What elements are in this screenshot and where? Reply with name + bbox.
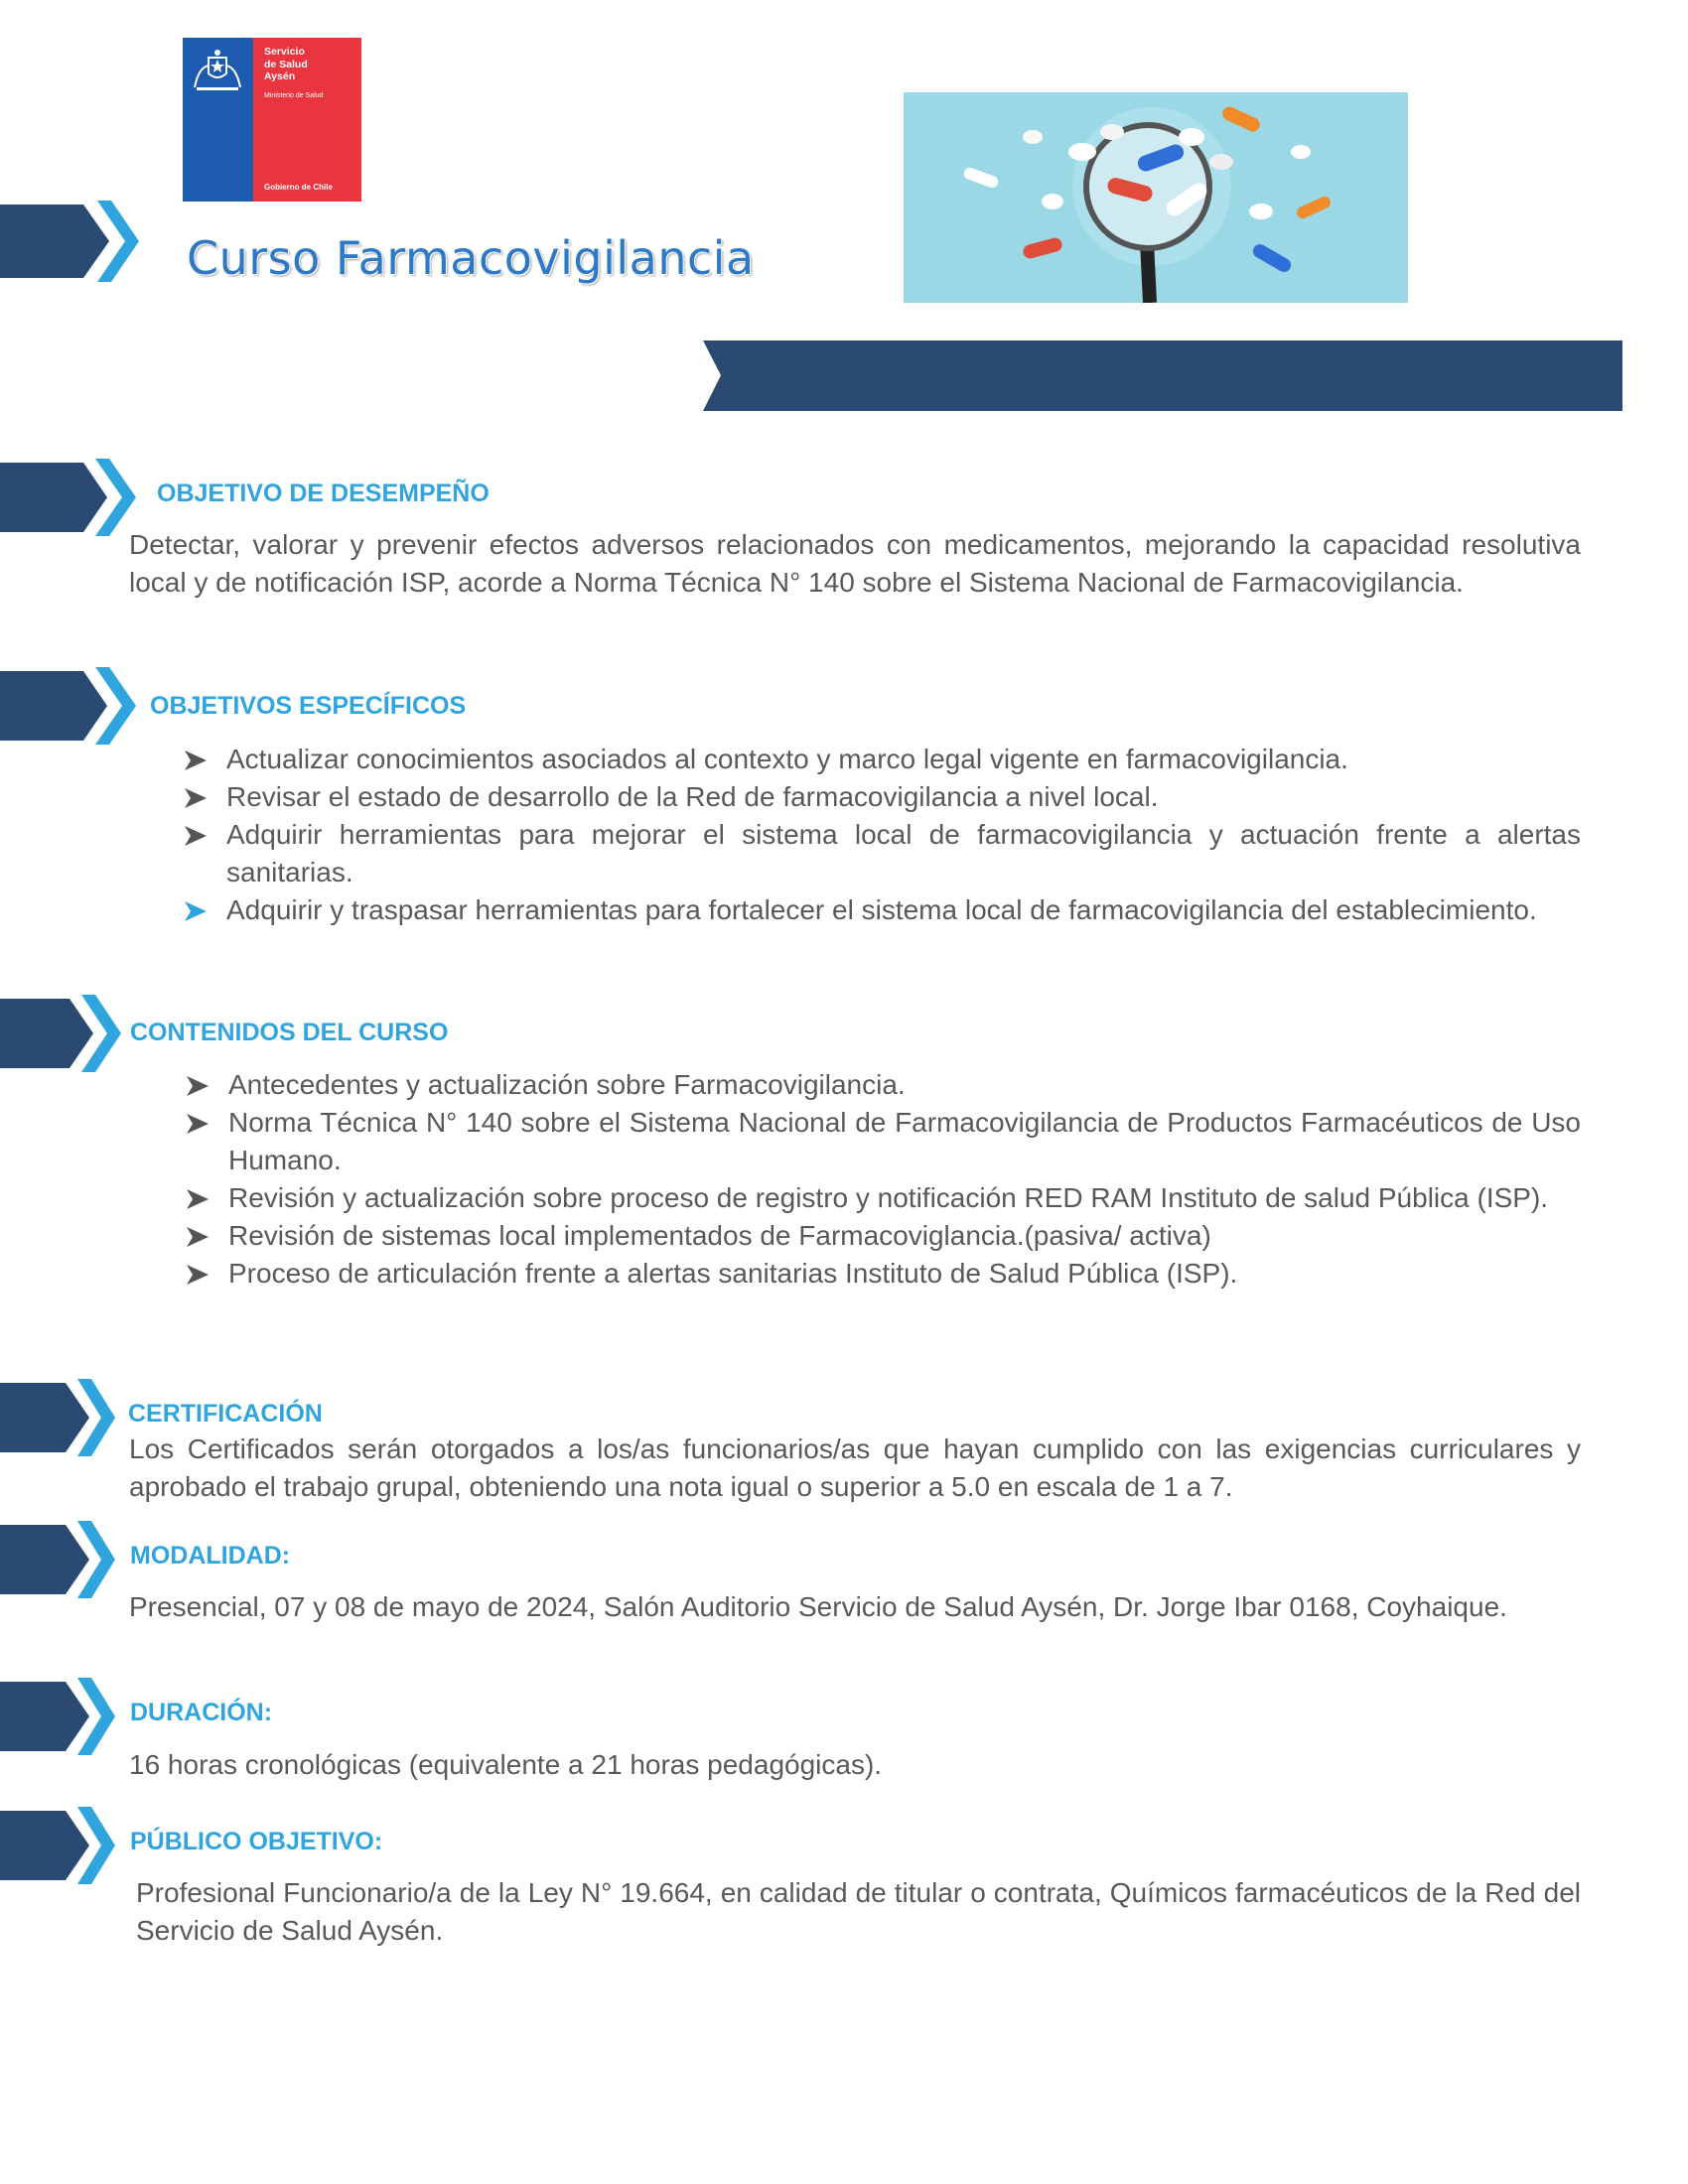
arrow-bullet-icon bbox=[185, 826, 207, 846]
logo-org-line2: de Salud bbox=[264, 58, 308, 70]
contenidos-item-text: Proceso de articulación frente a alertas sanitarias Instituto de Salud Pública (ISP). bbox=[228, 1258, 1238, 1289]
arrow-bullet-icon bbox=[187, 1114, 209, 1134]
logo-ministry: Ministerio de Salud bbox=[264, 92, 324, 99]
duracion-chevron-icon bbox=[0, 1678, 117, 1755]
arrow-bullet-icon bbox=[187, 1265, 209, 1285]
contenidos-chevron-icon bbox=[0, 995, 123, 1072]
logo-blue-panel bbox=[183, 38, 253, 202]
course-title: Curso Farmacovigilancia bbox=[187, 231, 755, 285]
arrow-bullet-icon bbox=[185, 788, 207, 808]
arrow-bullet-icon bbox=[185, 751, 207, 770]
list-item bbox=[181, 741, 1581, 778]
list-item bbox=[181, 891, 1581, 929]
list-item bbox=[183, 1066, 1581, 1104]
list-item bbox=[183, 1179, 1581, 1217]
especificos-heading: OBJETIVOS ESPECÍFICOS bbox=[150, 692, 467, 720]
modalidad-text: Presencial, 07 y 08 de mayo de 2024, Salón Auditorio Servicio de Salud Aysén, Dr. Jorge Ibar 0168, Coyhaique. bbox=[129, 1591, 1507, 1622]
logo-org-name bbox=[264, 46, 358, 83]
especificos-item-text: Adquirir herramientas para mejorar el sistema local de farmacovigilancia y actuación frente a alertas sanitarias. bbox=[226, 819, 1581, 887]
publico-heading: PÚBLICO OBJETIVO: bbox=[130, 1828, 383, 1855]
publico-chevron-icon bbox=[0, 1807, 117, 1884]
servicio-salud-aysen-logo bbox=[183, 38, 361, 202]
logo-government: Gobierno de Chile bbox=[264, 183, 333, 192]
list-item bbox=[183, 1217, 1581, 1255]
certificacion-heading: CERTIFICACIÓN bbox=[128, 1400, 323, 1428]
especificos-item-text: Adquirir y traspasar herramientas para fortalecer el sistema local de farmacovigilancia del establecimiento. bbox=[226, 894, 1537, 925]
contenidos-item-text: Norma Técnica N° 140 sobre el Sistema Nacional de Farmacovigilancia de Productos Farmacéuticos de Uso Humano. bbox=[228, 1107, 1581, 1175]
pills-illustration-icon bbox=[904, 92, 1408, 303]
duracion-heading: DURACIÓN: bbox=[130, 1699, 273, 1726]
list-item bbox=[183, 1255, 1581, 1293]
arrow-bullet-icon bbox=[187, 1227, 209, 1247]
arrow-bullet-icon bbox=[187, 1189, 209, 1209]
especificos-item-text: Actualizar conocimientos asociados al contexto y marco legal vigente en farmacovigilancia. bbox=[226, 744, 1348, 774]
logo-org-line1: Servicio bbox=[264, 46, 305, 58]
modalidad-heading: MODALIDAD: bbox=[130, 1542, 291, 1570]
certificacion-text: Los Certificados serán otorgados a los/as funcionarios/as que hayan cumplido con las exigencias curriculares y aprobado el trabajo grupal, obteniendo una nota igual o superior a 5.0 en escala de 1 a 7. bbox=[129, 1433, 1581, 1502]
modalidad-chevron-icon bbox=[0, 1521, 117, 1598]
list-item bbox=[181, 778, 1581, 816]
contenidos-item-text: Revisión de sistemas local implementados de Farmacoviglancia.(pasiva/ activa) bbox=[228, 1220, 1211, 1251]
contenidos-list bbox=[183, 1066, 1581, 1293]
contenidos-heading: CONTENIDOS DEL CURSO bbox=[130, 1019, 449, 1046]
especificos-item-text: Revisar el estado de desarrollo de la Red de farmacovigilancia a nivel local. bbox=[226, 781, 1159, 812]
logo-org-line3: Aysén bbox=[264, 70, 296, 82]
objetivo-chevron-icon bbox=[0, 459, 139, 536]
especificos-list bbox=[181, 741, 1581, 929]
chile-coat-of-arms-icon bbox=[189, 48, 246, 95]
certificacion-chevron-icon bbox=[0, 1379, 117, 1456]
contenidos-item-text: Revisión y actualización sobre proceso de registro y notificación RED RAM Instituto de salud Pública (ISP). bbox=[228, 1182, 1549, 1213]
list-item bbox=[183, 1104, 1581, 1179]
list-item bbox=[181, 816, 1581, 891]
publico-text: Profesional Funcionario/a de la Ley N° 19.664, en calidad de titular o contrata, Químicos farmacéuticos de la Red del Servicio de Salud Aysén. bbox=[136, 1877, 1581, 1946]
duracion-text: 16 horas cronológicas (equivalente a 21 horas pedagógicas). bbox=[129, 1749, 883, 1780]
header-navy-band bbox=[703, 341, 1622, 411]
contenidos-item-text: Antecedentes y actualización sobre Farmacovigilancia. bbox=[228, 1069, 906, 1100]
pills-magnifier-photo bbox=[904, 92, 1408, 303]
arrow-bullet-icon bbox=[187, 1076, 209, 1096]
objetivo-heading: OBJETIVO DE DESEMPEÑO bbox=[157, 479, 490, 507]
title-chevron-icon bbox=[0, 201, 139, 282]
arrow-bullet-icon bbox=[185, 901, 207, 921]
objetivo-text: Detectar, valorar y prevenir efectos adversos relacionados con medicamentos, mejorando la capacidad resolutiva local y de notificación ISP, acorde a Norma Técnica N° 140 sobre el Sistema Nacional de Farmacovigilancia. bbox=[129, 529, 1581, 598]
especificos-chevron-icon bbox=[0, 667, 139, 745]
